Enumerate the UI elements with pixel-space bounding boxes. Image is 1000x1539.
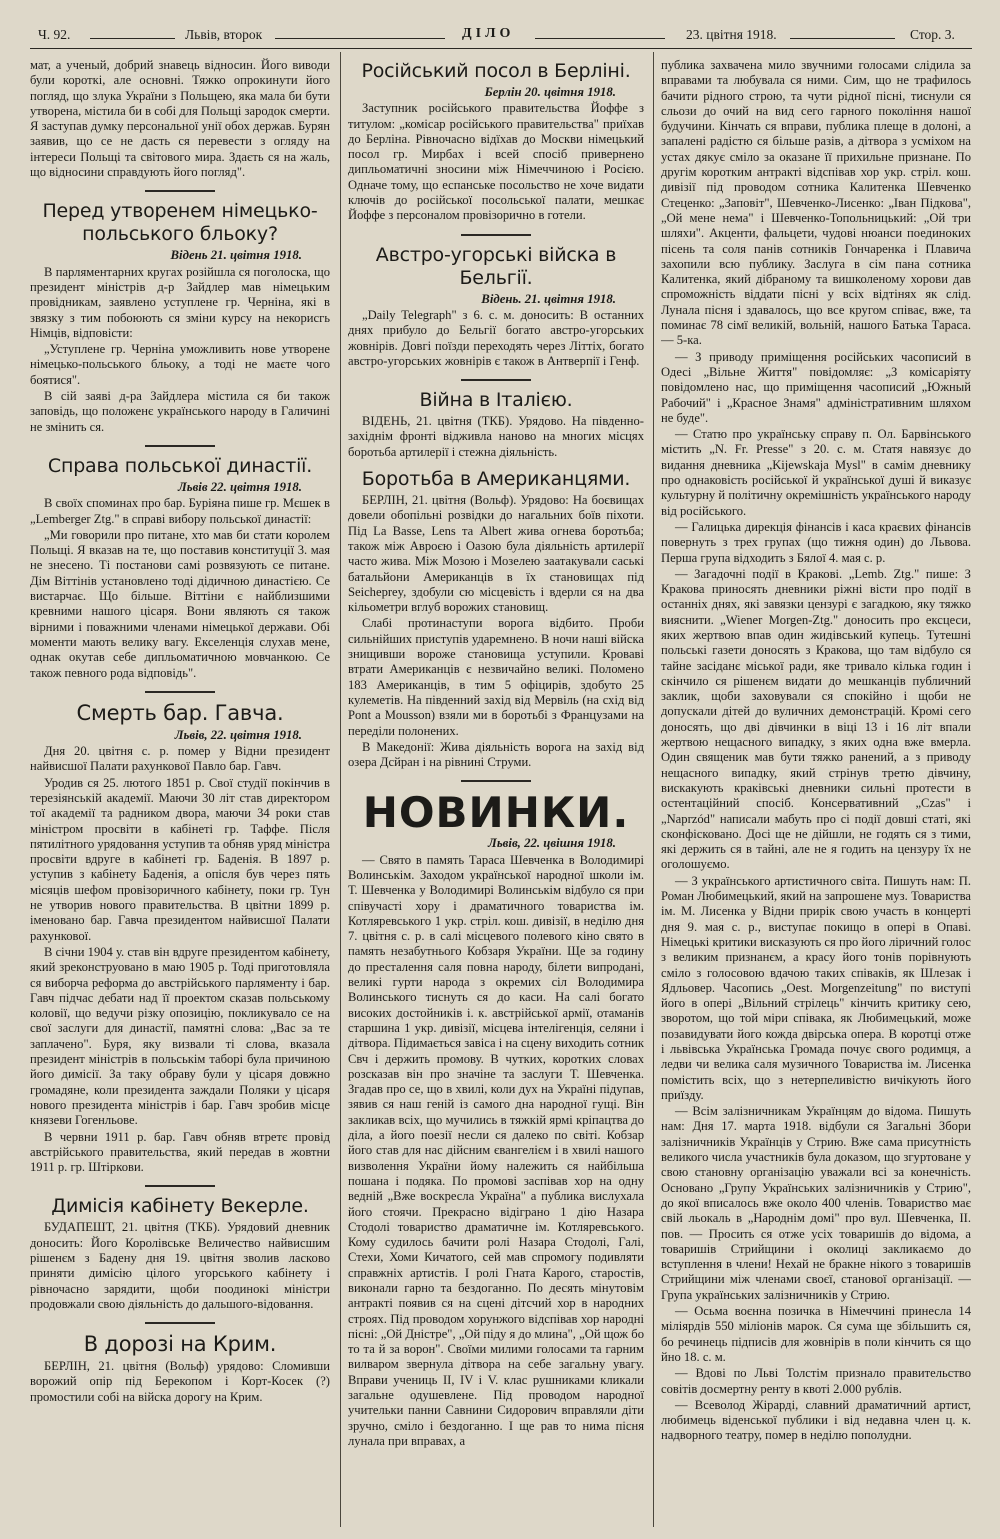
dateline: Львів 22. цвітня 1918. [177,479,302,494]
separator [145,1322,215,1324]
article-paragraph: В сій заяві д-ра Зайдлера містила ся би також заповідь, що положенє українського народу в Галичині не змінить ся. [30,389,330,434]
separator [461,780,531,782]
dateline: Відень. 21. цвітня 1918. [481,291,616,306]
issue-date: 23. цвітня 1918. [686,27,777,42]
masthead: ДІЛО [462,26,515,41]
news-section-title: НОВИНКИ. [362,788,630,838]
article-title-death-gautsch: Смерть бар. Гавча. [76,700,284,725]
news-item: — Галицька дирекція фінансів і каса краєвих фінансів повернуть з трех групах (що тижня один) до Львова. Перша група відходить з Бялої 4. мая с. р. [661,519,971,565]
header-rule-right [790,38,895,39]
separator [461,234,531,236]
article-paragraph: БУДАПЕШТ, 21. цвітня (ТКБ). Урядовий дневник доносить: Його Королівське Величество найвисшим рішенєм з Бадену дня 19. цвітня зволив ласково приняти димісію цілого угорського кабінету і рівночасно зарядити, щоби поодинокі міністри продовжали свою діяльність до дальшого-відовання. [30,1220,330,1311]
article-title-road-to-crimea: В дорозі на Крим. [83,1332,277,1357]
article-paragraph: Слабі протинаступи ворога відбито. Проби сильнійших приступів ударемнено. В ночи наші війска знищивши вороже становища уступили. Кроваві втрати Американців є незвичайно великі. Поломено 183 Американців, в тим 5 офіцирів, здобуто 25 кулеметів. На південний захід від Мервіль (на схід від Pont a Mousson) взяли ми в боротьбі з Французами на переділи полонених. [348,616,644,738]
news-item: — Всеволод Жірарді, славний драматичний артист, любимець віденської публики і від недавна член ц. к. надворного театру, помер в неділю пополудни. [661,1397,971,1443]
news-item: — Вдові по Льві Толстім признало правительство совітів досмертну ренту в квоті 2.000 рублів. [661,1366,971,1396]
column-divider-2 [653,52,654,1527]
article-title-polish-dynasty: Справа польської династії. [47,454,313,477]
article-paragraph: „Daily Telegraph" з 6. с. м. доносить: В останних днях прибуло до Бельгії богато австро-угорських жовнірів. Довгі поїзди переходять через Літтіх, богато австро-угорських жовнірів є також в Антверпії і Генф. [348,307,644,368]
article-paragraph: В парляментарних кругах розійшла ся поголоска, що президент міністрів д-р Зайдлер мав німецьким провідникам, заявлено уступлене гр. Черніна, які в звязку з тим побоюють ся зміни курсу на некорисгь Німців, відповісти: [30,264,330,340]
header-bottom-rule [30,48,972,49]
dateline: Львів, 22. цвішня 1918. [488,836,616,851]
article-title-wekerle-resignation: Димісія кабінету Векерле. [51,1195,309,1218]
col1-intro: мат, а ученый, добрий знавець відносин. Його виводи були короткі, але основні. Тяжко опрокинути його погляд, що злука України з Польщею, яка мала би бути утворена, містила би в собі для Польщі зародок смерти. Я заступав думку персональної унії обох держав. Бурян заявив, що се не дасть ся перевести з огляду на інтереси Польщі та світового мира. Здаєть ся на жаль, що відносини справдують його погляд". [30,58,330,180]
article-paragraph: В Македонії: Жива діяльність ворога на захід від озера Дсйран і на рівнині Струми. [348,739,644,770]
article-title-fight-americans: Боротьба в Американцями. [361,468,631,491]
article-paragraph: „Ми говорили про питане, хто мав би стати королем Польщі. Я вказав на те, що поставив конституції 3. мая не знесено. Ті постанови самі розвязують се питане. Дім Віттінів установлено тоді дідичною династією. Се вистарчає. Що більше. Віттіни є найблизшими кревними нашого цісаря. Вони являють ся також вірними і поважними членами німецької держави. Обі моменти мають велику вагу. Екселенція слухав мене, однак окутав себе дипльоматичною мовчанкою. Се також певного рода відповідь". [30,527,330,680]
page-number: Стор. 3. [910,27,955,42]
separator [145,445,215,447]
page-header [0,22,1000,46]
dateline: Львів, 22. цвітня 1918. [174,727,302,742]
dateline: Відень 21. цвітня 1918. [170,248,302,263]
article-paragraph: БЕРЛІН, 21. цвітня (Вольф) урядово: Сломивши ворожий опір під Берекопом і Корт-Косек (?) промостили собі на війска дорогу на Крим. [30,1359,330,1404]
separator [145,190,215,192]
article-paragraph: В своїх споминах про бар. Буріяна пише гр. Мєшек в „Lemberger Ztg." в справі вибору польської династії: [30,496,330,526]
article-paragraph: ВІДЕНЬ, 21. цвітня (ТКБ). Урядово. На південно-західнім фронті відживла наново на многих місцях боротьба артилерії і стежна діяльність. [348,414,644,459]
separator [145,691,215,693]
separator [145,1185,215,1187]
article-title-war-italy: Війна в Італією. [419,389,573,412]
separator [461,379,531,381]
news-item: — З українського артистичного світа. Пишуть нам: П. Роман Любимецький, який на запрошене муз. Товариства ім. М. Лисенка у Відни прирік свою участь в концерті дня 9. мая с. р., виступає покищо в опері в Опаві. Німецькі критики висказують ся про його ліричний голос з великим признанєм, а красу його тонів порівнують сміло з голосовою вдачою таких співаків, як Шлезак і Ядльовер. Часопись „Oest. Morgenzeitung" по виступі його в опері „Вільний стрілець" кінчить критику сею, зворотом, що той міри співака, як Любимецький, може позавидувати його кожда двірська опера. В коротці отже і львівська Українська Громада почує свого родимця, а ледви чи велика саля музичного Товариства ім. Лисенка помістить всіх, що з нетерпеливістю вичікують його приїзду. [661,873,971,1102]
column-3 [661,58,971,1528]
article-paragraph: Заступник російського правительства Йоффе з титулом: „комісар російського правительства" приїхав до Берліна. Рівночасно відїхав до Москви німецький посол гр. Мирбах і всей спосіб привернено дипльоматичні зносини між Німеччиною і Росією. Одначе тому, що еспанське посольство не хоче видати ключів до російської посольської палати, мешкає Йоффе з персоналом провізорично в готели. [348,101,644,223]
news-paragraph: — Свято в память Тараса Шевченка в Володимирі Волинськім. Заходом української народної школи ім. Т. Шевченка у Володимирі Волинськім відбуло ся при співучасті хору і драматичного товариства ім. Котляревського 1 укр. стріл. кош. дивізії, в неділю дня 7. цвітня с. р. в салі місцевого полевого кіно свято в память незабутнього Кобзаря України. Ще за годину до престалення саля повна народу, білети випродані, великі гурти народа з окремих сіл Володимира Волинського тиснуть ся до каси. На салі богато високих достойників і. к. австрійської армії, отаманів старшина 1 укр. дивізії, місцева інтелігенція, селяни і дітвора. Підимається завіса і на сцену виходить сотник Свч і держить промову. В чутких, коротких словах розсказав він про значіне та заслуги Т. Шевченка. Згадав про се, що в хвилі, коли дух на Україні підупав, зявив ся наш геній із самого дна народної гущі. Він закликав всіх, що мучились в тяжкій ярмі кріпацтва до діла, а його поезії несли ся далеко по світі. Кобзар його став для нас дійсним євангелієм і в хвилі нашого визволення України йому належить ся найбільша пошана і подяка. По промові заспівав хор на одну ведній „Вже воскресла Україна" а публика вислухала його стоячи. Прекрасно відіграно 1 дію Назара Стодолі товариство драматичне ім. Котляревського. Кому судилось бачити ролі Назара Стодолі, Галі, Стехи, Хоми Кичатого, сей мав спромогу подивляти справжніх артистів. І ролі Гната Карого, старостів, виконали гарно та бездоганно. По десять мінутовім антракті появив ся на сцені дітсчий хор в народних строях. Під проводом хорунжого відспівав хор народні пісні: „Ой Дністре", „Ой піду я до млина", „Ой щож бо то та й за ворон". Своїми милими голосами та гарним вилваром звернула дітвора на себе загальну увагу. Вправи учениць II, IV і V. клас рушниками кликали загальне одушевлене. Під проводом народної учительки панни Савнини Сидорович вправляли діти зручно, сміло і бездоганно. І ще рав то нима пісня лунала при вправах, а [348,852,644,1448]
news-paragraph: публика захвачена мило звучними голосами слідила за вправами та любувала ся ними. Сим, що не трафилось бачити рідного строю, та чути рідної пісні, тиснули ся сльози до очий на вид сего гарного покоління нашої будучини. Кінчать ся вправи, публика плеще в долоні, а запалені радістю ся більше разів, а дітвора з усміхом на устах дякує сміло за оказане її прихильне признане. По другім коротким антракті відспівав хор укр. стріл. кош. дивізії під проводом сотника Калитенка Шевченко Стеценко: „Заповіт", Шевченко-Лисенко: „Іван Підкова", „Ой мене нема" і Шевченко-Топольницький: „Ой три шляхи". Акценти, фальцети, чудові нюанси поединоких пісень та соля панів сотників Гончаренка і Плавича захопили всю публику. Заслуга в сім пана сотника Калитенка, який дібраному та вишколеному хорови дав спроможність віддати пісні у всіх відтінях як слід. Лунала пісня і здавалось, що все кругом співає, вже, та поминає 78 сімї великій, вольній, нашого Батька Тараса. — 5-ка. [661,58,971,348]
column-2 [348,58,644,1528]
news-item: — Загадочні події в Кракові. „Lemb. Ztg." пише: З Кракова приносять дневники ріжні вісти про події в останніх днях, які завязки цензурі є загадкою, яку тяжко вияснити. „Wiener Morgen-Ztg." доносить про ексцеси, яких жертвою впав один жидівський купець. Тутешні польські газети доносять з Кракова, що там відбуло ся тайне засіданє міської ради, яке тривало кілька годин і скінчило ся рішенєм видати до мешканців публичний заклик, щоби заховували ся спокійно і щоби не допускали дітей до вуличних демонстрацій. Кромі сего доносять, що дві дівчинки в віці 13 і 16 літ впали жертвою нещасного випадку, з яких одна вже вмерла. Один священик мав бути тяжко ранений, а з приводу нещасного випадку, який стрінув третю дівчину, вискакують краківські дневники сильні протести в остентаційний спосіб. Консервативний „Czas" і „Naprzód" написали мабуть про сі події довші статі, які сконфісковано. Досі ще не дійшли, не годять ся з тими, які держить ся в тайні, але не я годить на цензуру їх не оголошуємо. [661,566,971,872]
news-item: — З приводу приміщення російських часописий в Одесі „Вільне Життя" повідомляє: „З комісаріяту повідомлено нас, що приміщення часописий „Южный Рабочий" і „Красное Знамя" адміністративним шляхом не буде". [661,349,971,425]
header-rule-mid-right [535,38,665,39]
article-paragraph: Уродив ся 25. лютого 1851 р. Свої студії покінчив в терезіянській академії. Маючи 30 літ став директором тої академії та радником двора, маючи 34 роки став міністром просвіти в кабінеті гр. Таффе. Після пятилітного урядовання уступив та обняв уряд міністра просвіти вдруге в кабінеті гр. Баденія. В 1897 р. уступив з кабінету Баденія, а опісля був через пять місяців шефом провізоричного кабінету, поки гр. Тун не утворив нового правительства. В цвітни 1899 р. іменовано бар. Гавча президентом найвисшої Палати рахункової. [30,775,330,943]
article-paragraph: БЕРЛІН, 21. цвітня (Вольф). Урядово: На боєвищах довели обопільні розвідки до нагальних боїв піхоти. Під La Basse, Lens та Albert жива огнева боротьба; також між Авроєю і Оазою була діяльність артилерії часто жива. Між Мозою і Мозелею заатакували саські батальйони Американців в їх становищах під Seicheprey, здобули сю місцевість і вдерли ся на два кільометри вглуб ворожих становищ. [348,493,644,615]
article-title-german-polish-bloc: Перед утворенем німецько-польського бльоку? [42,200,318,246]
news-item: — Всім залізничникам Українцям до відома. Пишуть нам: Дня 17. марта 1918. відбули ся Загальні Збори залізничників Українців у Стрию. Вже сама присутність великого числа участників була доказом, що згуртоване у свою становну організацію уважали всі за конечність. Основано „Групу Українських залізничників у Стрию", до якої вписалось вже около 400 членів. Товариство має свій льокаль в „Народнім домі" про вул. Шевченка, II. пов. — Просить ся отже усіх товаришів до відома, а товаришів Стрийщини і околиці закликаємо до вступлення в члени! Нехай не бракне нікого з товаришів Стрийщини між членами своєї, станової організації. — Група українських залізничників у Стрию. [661,1104,971,1302]
article-paragraph: В січни 1904 у. став він вдруге президентом кабінету, який зреконструовано в маю 1905 р. Тоді приготовляла ся виборча реформа до австрійського парляменту і бар. Гавч підчас дебати над її проектом сказав польському коловії, що ведучи різку опозицію, покликувало се на свої заслуги для династії, памятні слова: „Вас за те заплачено". Буря, яку визвали ті слова, вказала президент міністрів в польськім таборі була причиною його димісії. За таку обраву були у цісаря довжно громадяне, коли президента заждали Поляки у цісаря нового президента міністрів і бар. Гавч зробив місце князеви Гогенльове. [30,944,330,1128]
dateline: Берлін 20. цвітня 1918. [484,85,616,99]
header-rule-left [90,38,175,39]
article-title-troops-belgium: Австро-угорські війска в Бельгії. [375,243,617,289]
news-item: — Осьма воєнна позичка в Німеччині принесла 14 міліярдів 550 міліонів марок. Ся сума ще збільшить ся, бо речинець підписів для жовнірів в поли кінчить ся що йно 18. с. м. [661,1304,971,1364]
column-divider-1 [340,52,341,1527]
header-rule-mid-left [275,38,445,39]
article-paragraph: „Уступлене гр. Черніна уможливить нове утворене німецько-польського бльоку, а тоді не маєте чого боятися". [30,342,330,387]
place-day: Львів, второк [185,27,263,42]
column-1 [30,58,330,1528]
article-title-russian-ambassador: Російський посол в Берліні. [361,60,631,82]
news-item: — Статю про українську справу п. Ол. Барвінського містить „N. Fr. Presse" з 20. с. м. Статя навязує до видання дневника „Kijewskaja Mysl" в самім дневнику про однаковість російської й української душі й виказує культурну й політичну окремішність українського народу від російського. [661,427,971,518]
article-paragraph: В червни 1911 р. бар. Гавч обняв втретє провід австрійського правительства, який передав в жовтни 1911 р. гр. Штіркови. [30,1129,330,1175]
issue-number: Ч. 92. [38,27,71,42]
article-paragraph: Дня 20. цвітня с. р. помер у Відни президент найвисшої Палати рахункової Павло бар. Гавч. [30,744,330,774]
